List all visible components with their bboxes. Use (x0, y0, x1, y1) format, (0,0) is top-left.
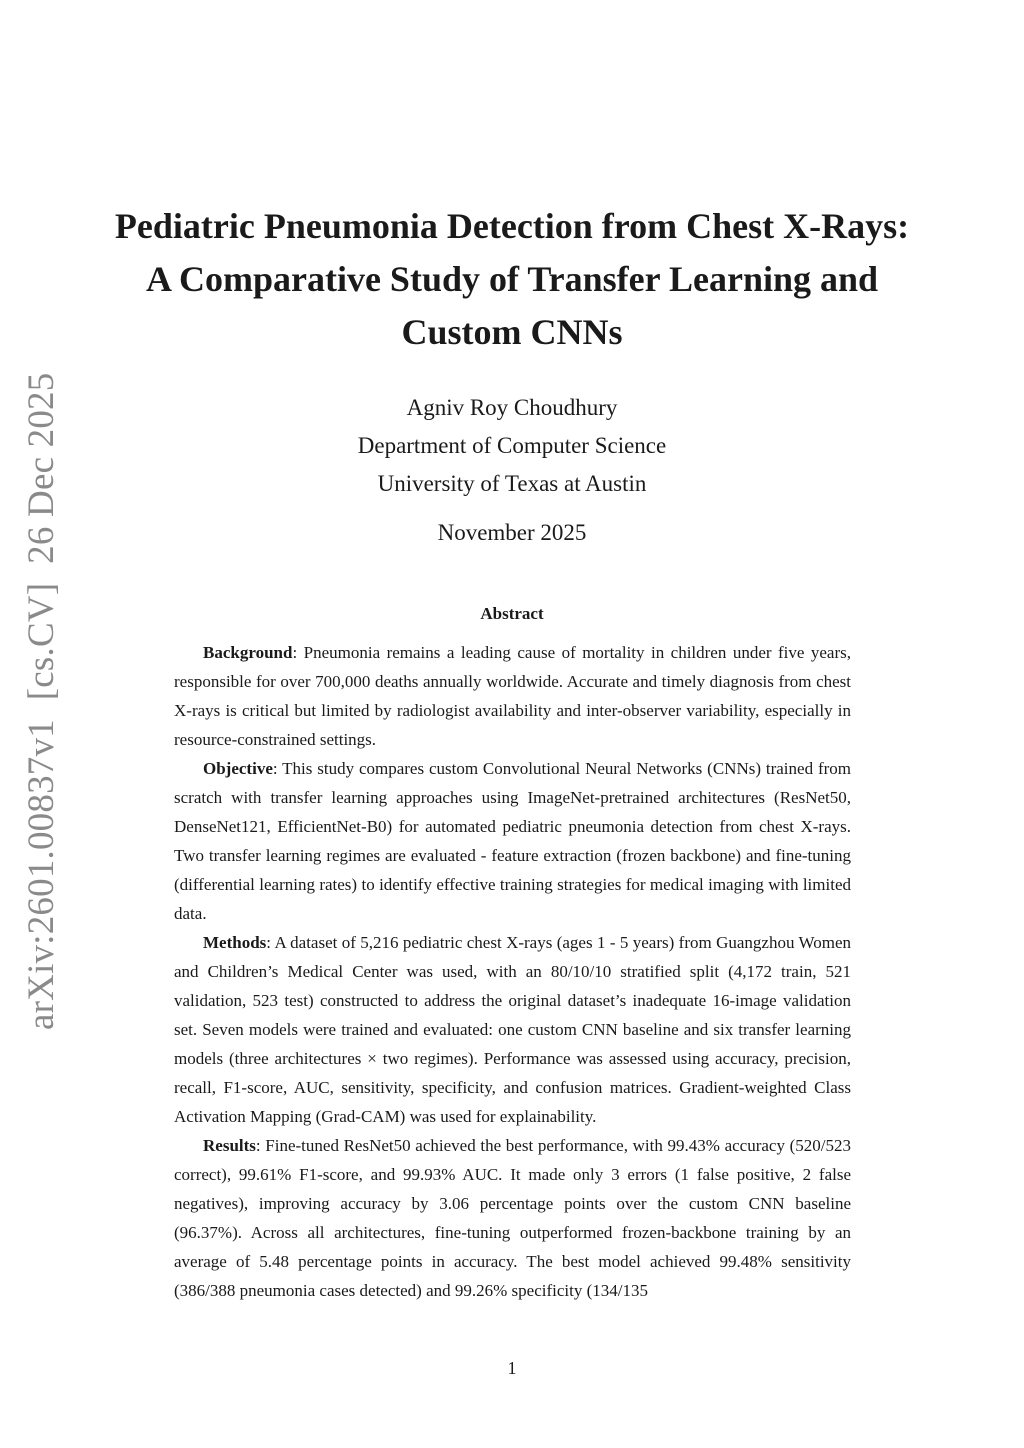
results-label: Results (203, 1136, 256, 1155)
paper-title (100, 200, 924, 359)
objective-text: : This study compares custom Convolutional Neural Networks (CNNs) trained from scratch with transfer learning approaches using ImageNet-pretrained architectures (ResNet50, DenseNet121, EfficientNet-B0) for automated pediatric pneumonia detection from chest X-rays. Two transfer learning regimes are evaluated - feature extraction (frozen backbone) and fine-tuning (differential learning rates) to identify effective training strategies for medical imaging with limited data. (174, 759, 851, 923)
author-department: Department of Computer Science (357, 433, 667, 458)
arxiv-identifier: arXiv:2601.00837v1 [cs.CV] 26 Dec 2025 (21, 372, 62, 1030)
background-label: Background (203, 643, 293, 662)
author-university: University of Texas at Austin (377, 471, 647, 496)
objective-label: Objective (203, 759, 273, 778)
background-text: : Pneumonia remains a leading cause of mortality in children under five years, responsible for over 700,000 deaths annually worldwide. Accurate and timely diagnosis from chest X-rays is critical but limited by radiologist availability and inter-observer variability, especially in resource-constrained settings. (174, 643, 851, 749)
page-number: 1 (507, 1358, 517, 1378)
abstract-methods-paragraph (174, 928, 851, 1131)
results-text: : Fine-tuned ResNet50 achieved the best performance, with 99.43% accuracy (520/523 correct), 99.61% F1-score, and 99.93% AUC. It made only 3 errors (1 false positive, 2 false negatives), improving accuracy by 3.06 percentage points over the custom CNN baseline (96.37%). Across all architectures, fine-tuning outperformed frozen-backbone training by an average of 5.48 percentage points in accuracy. The best model achieved 99.48% sensitivity (386/388 pneumonia cases detected) and 99.26% specificity (134/135 (174, 1136, 851, 1300)
methods-label: Methods (203, 933, 267, 952)
abstract-results-paragraph (174, 1131, 851, 1305)
title-line: Custom CNNs (401, 312, 623, 352)
author-block (200, 389, 824, 503)
author-name: Agniv Roy Choudhury (406, 395, 618, 420)
abstract-heading: Abstract (480, 604, 544, 623)
title-line: Pediatric Pneumonia Detection from Chest X-Rays: (114, 206, 910, 246)
abstract-background-paragraph (174, 638, 851, 754)
abstract-body (174, 638, 851, 1305)
publication-date: November 2025 (437, 520, 587, 545)
abstract-objective-paragraph (174, 754, 851, 928)
title-line: A Comparative Study of Transfer Learning and (145, 259, 879, 299)
methods-text: : A dataset of 5,216 pediatric chest X-rays (ages 1 - 5 years) from Guangzhou Women and Children’s Medical Center was used, with an 80/10/10 stratified split (4,172 train, 521 validation, 523 test) constructed to address the original dataset’s inadequate 16-image validation set. Seven models were trained and evaluated: one custom CNN baseline and six transfer learning models (three architectures × two regimes). Performance was assessed using accuracy, precision, recall, F1-score, AUC, sensitivity, specificity, and confusion matrices. Gradient-weighted Class Activation Mapping (Grad-CAM) was used for explainability. (174, 933, 851, 1126)
